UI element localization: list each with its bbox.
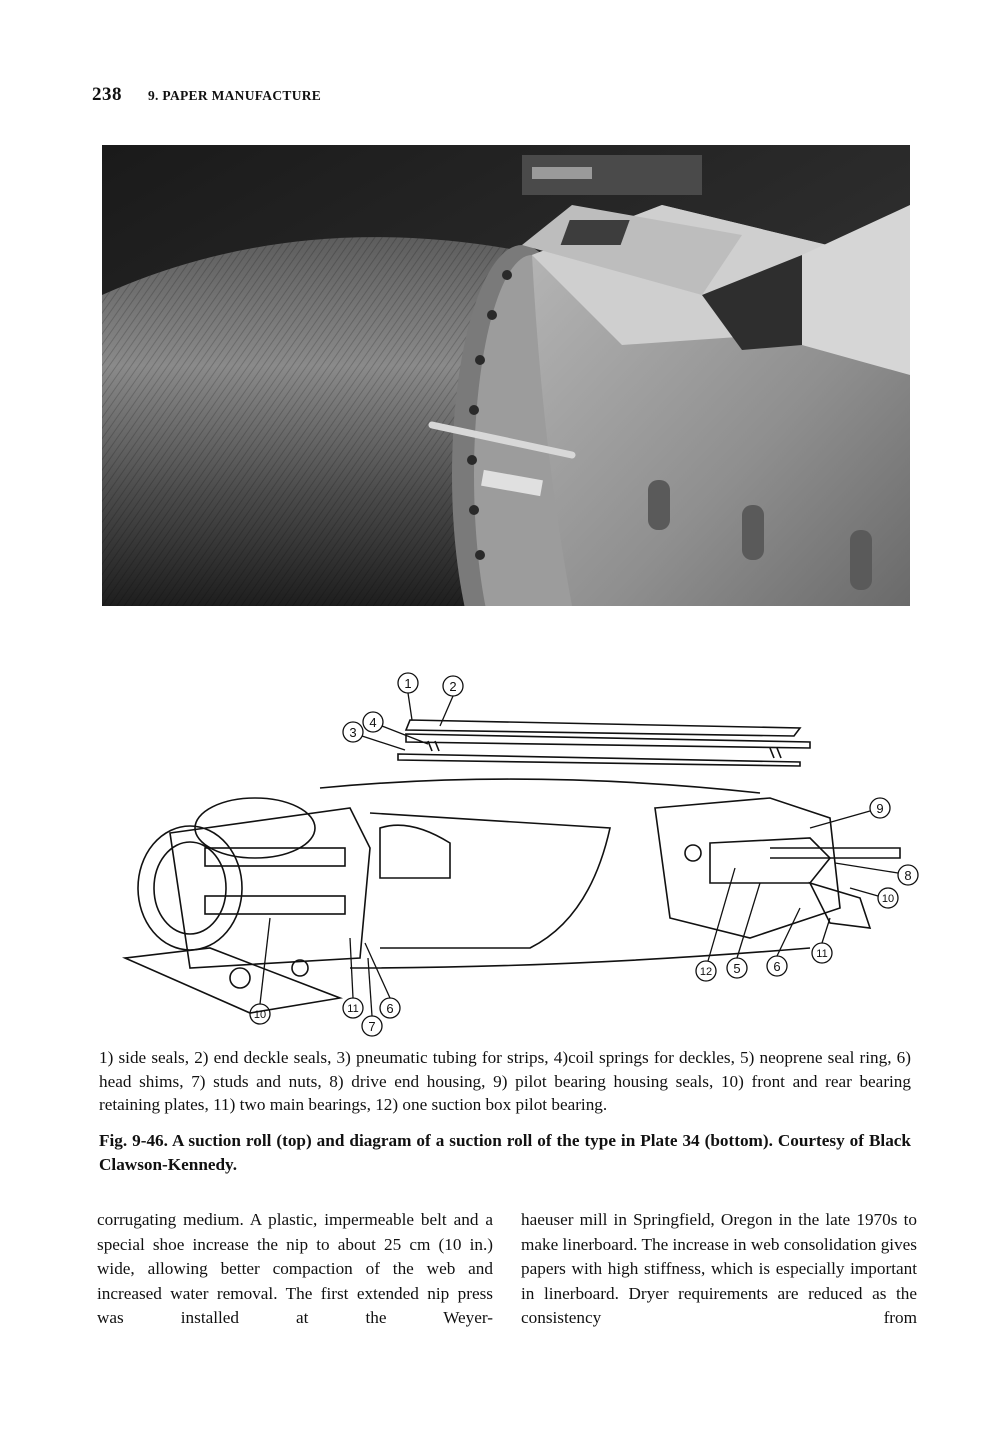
body-text-right-column: haeuser mill in Springfield, Oregon in the late 1970s to make linerboard. The increase in web consolidation gives papers with high stiffness, which is especially important in linerboard. Dryer requirements are reduced as the consistency from: [521, 1210, 917, 1328]
callout-10-left-label: 10: [253, 1009, 267, 1021]
callout-6-left-label: 6: [386, 1001, 394, 1016]
left-end-housing: [125, 798, 370, 1013]
suction-roll-photo: [102, 145, 910, 606]
callout-11-left-label: 11: [347, 1003, 359, 1015]
callout-8-label: 8: [904, 868, 912, 883]
roll-shell: [320, 779, 810, 968]
callout-markers: [250, 673, 918, 1036]
callout-3-label: 3: [349, 725, 357, 740]
section-title: 9. PAPER MANUFACTURE: [148, 88, 322, 103]
callout-2-label: 2: [449, 679, 457, 694]
callout-5-label: 5: [733, 961, 741, 976]
callout-4-label: 4: [369, 715, 377, 730]
callout-6-right-label: 6: [773, 959, 781, 974]
callout-10-right-label: 10: [881, 893, 895, 905]
callout-12-label: 12: [699, 966, 713, 978]
suction-roll-diagram: [110, 668, 930, 1040]
page-number: 238: [92, 84, 122, 105]
callout-1-label: 1: [404, 676, 412, 691]
figure-caption: Fig. 9-46. A suction roll (top) and diagram of a suction roll of the type in Plate 34 (bottom). Courtesy of Black Clawson-Kennedy.: [99, 1131, 911, 1174]
body-text-left-column: corrugating medium. A plastic, impermeable belt and a special shoe increase the nip to about 25 cm (10 in.) wide, allowing better compaction of the web and increased water removal. The first extended nip press was installed at the Weyer-: [97, 1210, 493, 1328]
figure-legend: 1) side seals, 2) end deckle seals, 3) pneumatic tubing for strips, 4)coil springs for deckles, 5) neoprene seal ring, 6) head shims, 7) studs and nuts, 8) drive end housing, 9) pilot bearing housing seals, 10) front and rear bearing retaining plates, 11) two main bearings, 12) one suction box pilot bearing.: [99, 1048, 911, 1114]
running-head: [92, 84, 321, 106]
callout-11-right-label: 11: [816, 948, 828, 960]
callout-7-label: 7: [368, 1019, 376, 1034]
seal-strips: [398, 720, 810, 766]
callout-9-label: 9: [876, 801, 884, 816]
